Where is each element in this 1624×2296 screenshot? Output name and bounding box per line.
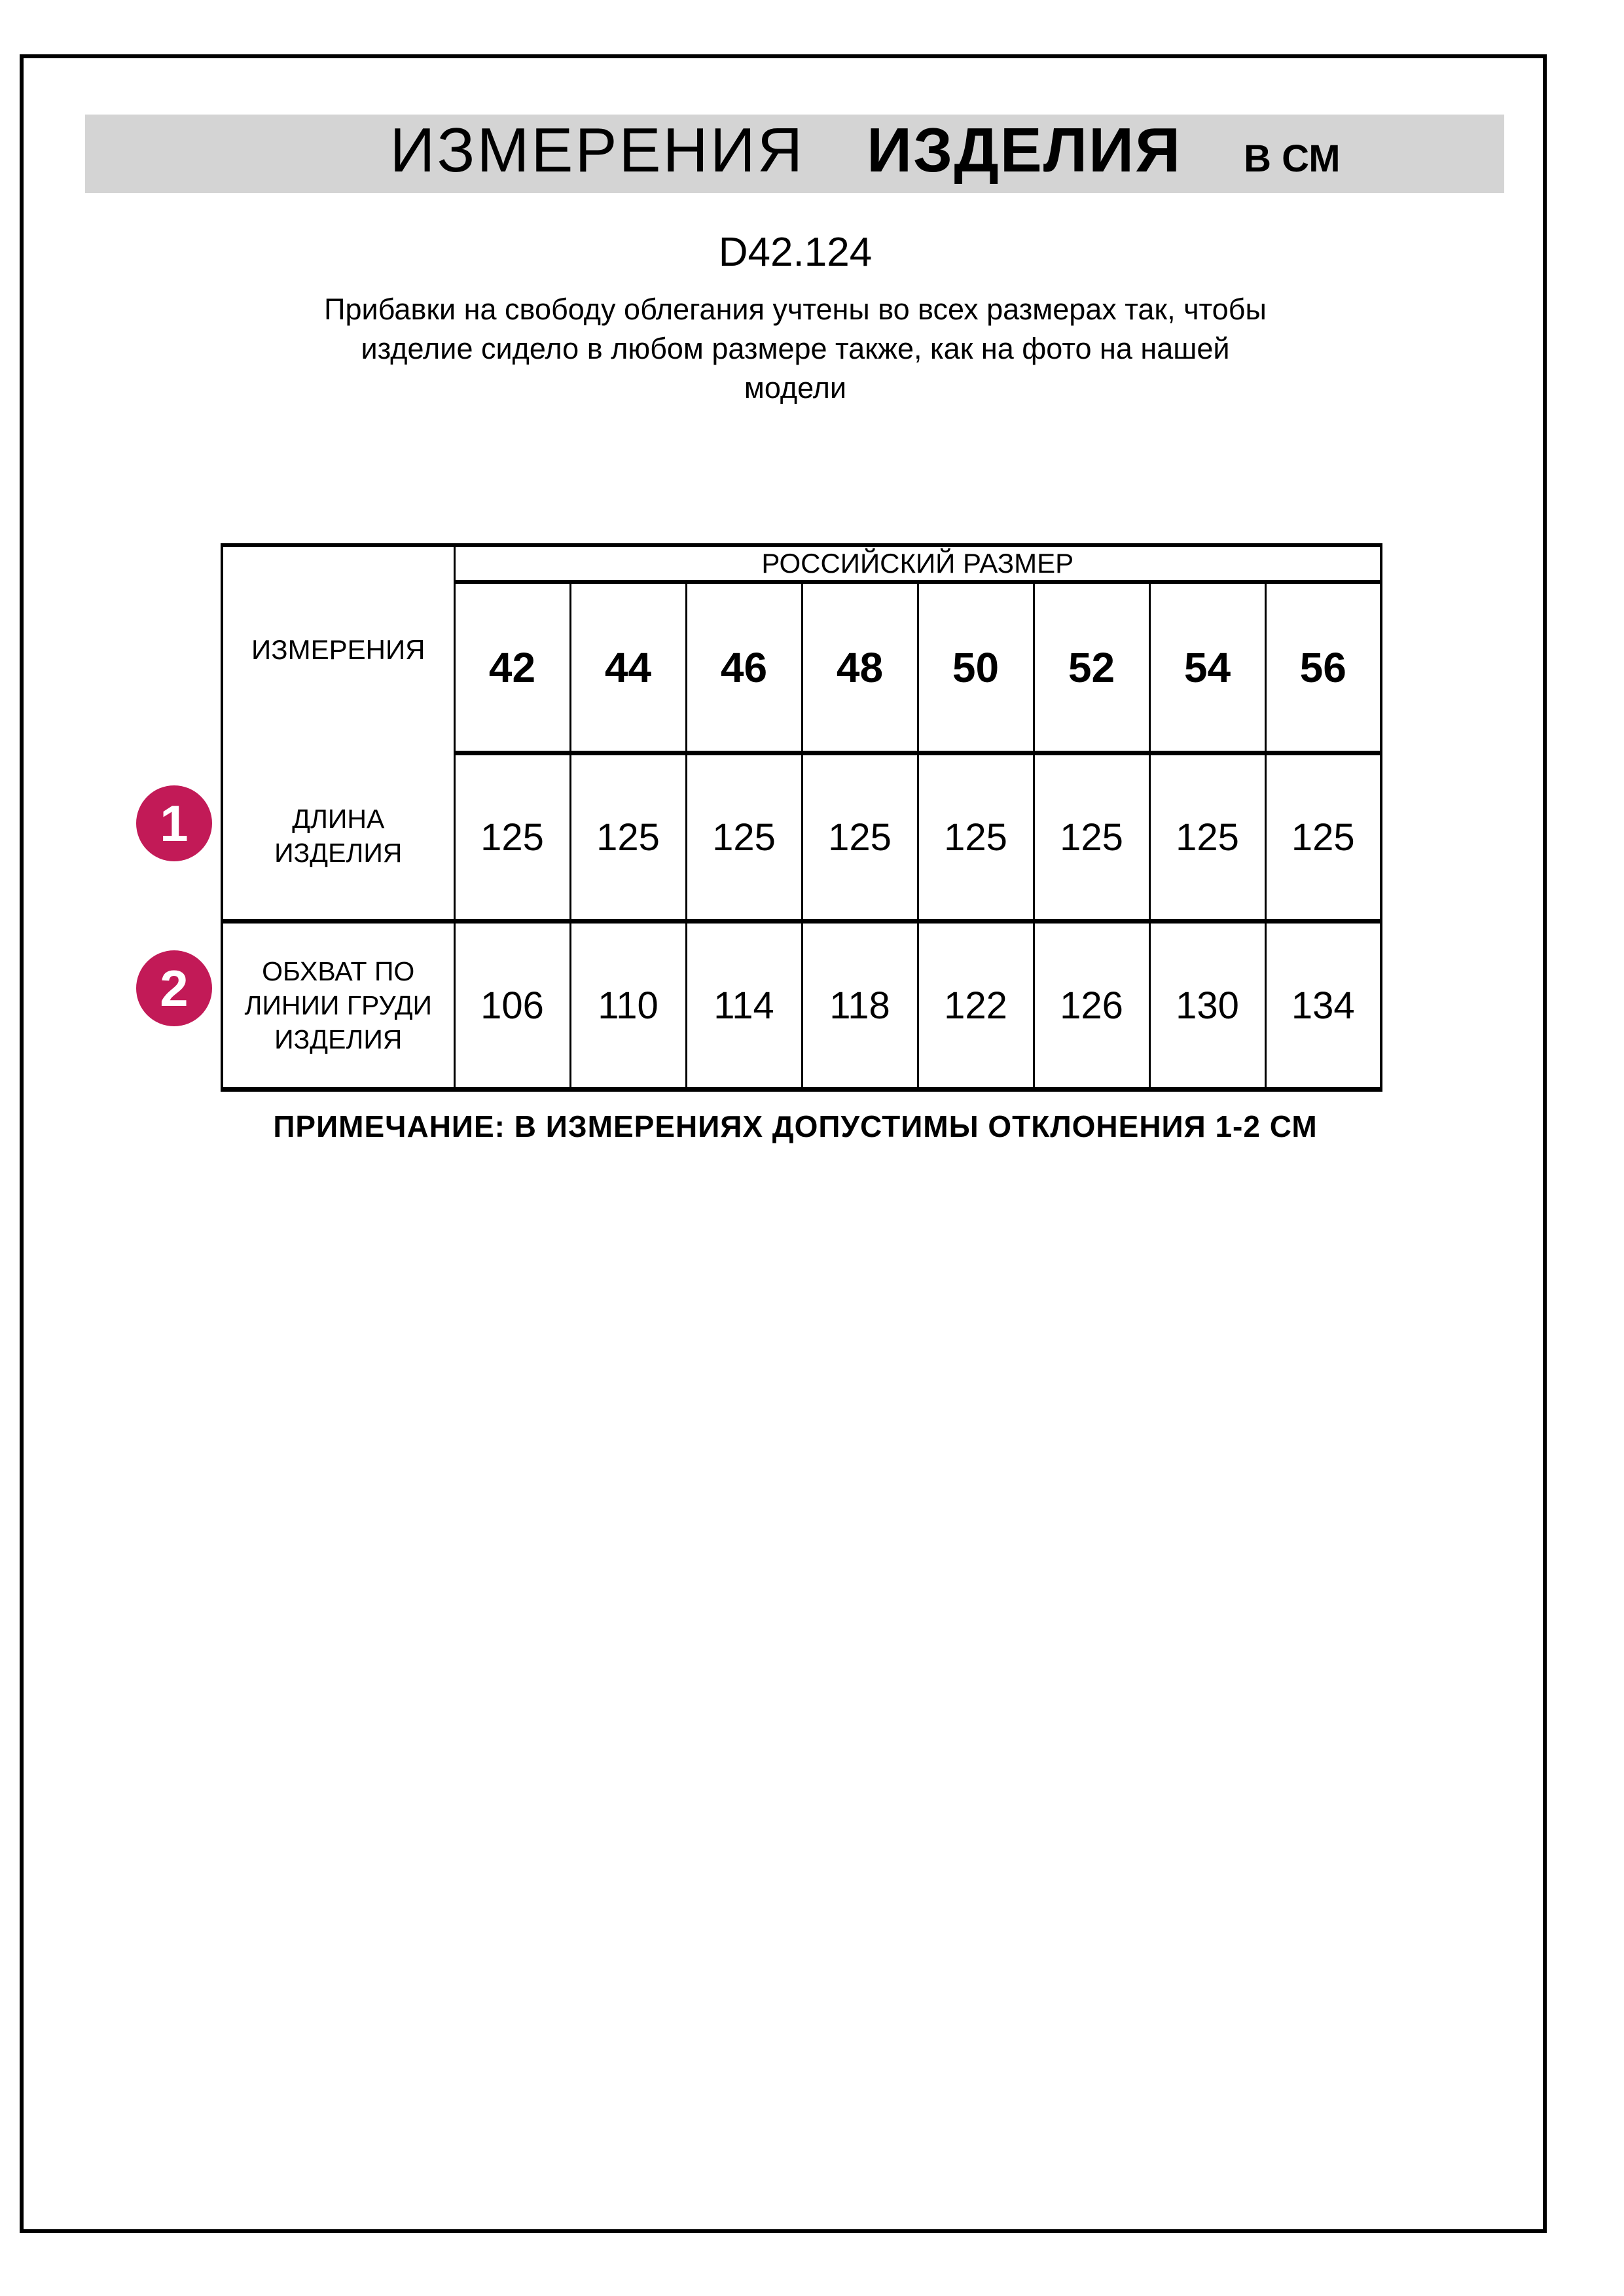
size-cell: 52 — [1034, 582, 1149, 753]
title-unit-label: В СМ — [1244, 137, 1341, 180]
size-cell: 46 — [686, 582, 802, 753]
row-number-badge-2: 2 — [136, 950, 212, 1026]
value-cell: 125 — [918, 753, 1034, 922]
value-cell: 125 — [570, 753, 686, 922]
size-cell: 44 — [570, 582, 686, 753]
value-cell: 125 — [1034, 753, 1149, 922]
row-label-chest — [222, 922, 454, 1090]
value-cell: 125 — [686, 753, 802, 922]
value-cell: 106 — [454, 922, 570, 1090]
fit-description-line-3: модели — [744, 371, 847, 404]
russian-size-header-cell: РОССИЙСКИЙ РАЗМЕР — [454, 545, 1381, 582]
title-measurements: ИЗМЕРЕНИЯ — [389, 115, 805, 185]
row-label-length — [222, 753, 454, 922]
fit-description — [0, 290, 1591, 408]
value-cell: 130 — [1149, 922, 1265, 1090]
row-number-badge-1: 1 — [136, 785, 212, 861]
value-cell: 134 — [1265, 922, 1381, 1090]
size-cell: 54 — [1149, 582, 1265, 753]
value-cell: 110 — [570, 922, 686, 1090]
value-cell: 125 — [454, 753, 570, 922]
value-cell: 125 — [802, 753, 918, 922]
row-label-line: ЛИНИИ ГРУДИ — [244, 990, 432, 1020]
measurements-header-cell: ИЗМЕРЕНИЯ — [222, 545, 454, 753]
value-cell: 125 — [1265, 753, 1381, 922]
table-row-chest — [222, 922, 1381, 1090]
row-label-line: ИЗДЕЛИЯ — [274, 1024, 403, 1054]
size-cell: 48 — [802, 582, 918, 753]
row-label-line: ИЗДЕЛИЯ — [274, 838, 403, 869]
value-cell: 122 — [918, 922, 1034, 1090]
fit-description-line-2: изделие сидело в любом размере также, как на фото на нашей — [361, 332, 1230, 365]
article-code: D42.124 — [718, 230, 873, 275]
value-cell: 118 — [802, 922, 918, 1090]
size-cell: 50 — [918, 582, 1034, 753]
row-label-line: ОБХВАТ ПО — [262, 956, 415, 986]
size-table-wrapper — [221, 543, 1382, 1092]
title-banner — [85, 115, 1504, 193]
value-cell: 125 — [1149, 753, 1265, 922]
value-cell: 126 — [1034, 922, 1149, 1090]
size-cell: 42 — [454, 582, 570, 753]
size-table — [221, 543, 1382, 1092]
value-cell: 114 — [686, 922, 802, 1090]
table-row-length — [222, 753, 1381, 922]
size-cell: 56 — [1265, 582, 1381, 753]
tolerance-note: ПРИМЕЧАНИЕ: В ИЗМЕРЕНИЯХ ДОПУСТИМЫ ОТКЛОНЕНИЯ 1-2 СМ — [273, 1109, 1318, 1143]
title-product: ИЗДЕЛИЯ — [867, 115, 1182, 185]
fit-description-line-1: Прибавки на свободу облегания учтены во всех размерах так, чтобы — [324, 293, 1267, 326]
row-label-line: ДЛИНА — [292, 804, 385, 834]
